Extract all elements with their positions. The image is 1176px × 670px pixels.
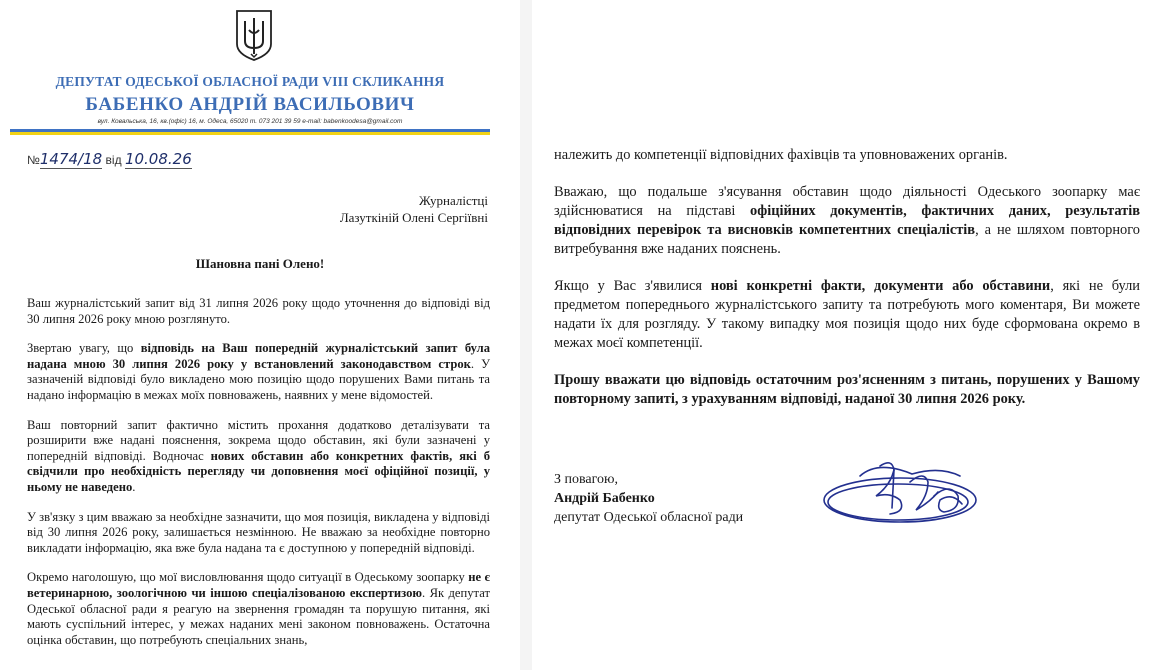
addressee-name: Лазуткіній Олені Сергіївні — [339, 210, 488, 225]
text-run: . — [132, 479, 136, 494]
paragraph — [554, 277, 1140, 353]
letter-page-2 — [532, 0, 1176, 670]
text-run: , а не шляхом повторного витребування вже наданих пояснень. — [554, 222, 1140, 257]
text-run: . У зазначеній відповіді було викладено мою позицію щодо порушених Вами питань та надано інформацію в межах моїх повноважень, наявних у мене відомостей. — [27, 356, 490, 402]
text-run: Звертаю увагу, що — [27, 341, 141, 356]
text-run: Вважаю, що подальше з'ясування обставин щодо діяльності Одеського зоопарку має здійснюватися на підставі — [554, 184, 1140, 219]
trident-emblem-icon — [234, 8, 274, 62]
bold-text: нових обставин або конкретних фактів, які б свідчили про необхідність перегляду чи доповнення моєї офіційної позиції, у ньому не наведено — [27, 448, 490, 494]
contact-line: вул. Ковальська, 16, кв.(офіс) 16, м. Одеса, 65020 т. 073 201 39 59 e-mail: babenkoodesa@gmail.com — [97, 118, 403, 125]
signer-position: депутат Одеської обласної ради — [554, 510, 744, 525]
text-run: належить до компетенції відповідних фахівців та уповноважених органів. — [554, 147, 1008, 163]
paragraph — [27, 570, 490, 648]
handwritten-signature-icon — [820, 452, 1000, 532]
text-run: Окремо наголошую, що мої висловлювання щодо ситуації в Одеському зоопарку — [27, 570, 469, 585]
addressee-title: Журналістці — [419, 193, 488, 208]
date-label: від — [105, 153, 122, 167]
paragraph — [27, 418, 490, 496]
number-prefix: № — [27, 153, 40, 167]
text-run: Ваш повторний запит фактично містить прохання додатково деталізувати та розширити вже надані пояснення, зокрема щодо обставин, які були зазначені у попередній відповіді. Водночас — [27, 417, 490, 463]
council-title: ДЕПУТАТ ОДЕСЬКОЇ ОБЛАСНОЇ РАДИ VIII СКЛИКАННЯ — [55, 74, 445, 89]
bold-text: відповідь на Ваш попередній журналістський запит була надана мною 30 липня 2026 року у встановлений законодавством строк — [27, 341, 490, 371]
salutation: Шановна пані Олено! — [195, 256, 325, 271]
letter-body-right — [554, 146, 1140, 427]
text-run: , які не були предметом попереднього журналістського запиту та потребують мого коментаря, Ви можете надати їх для розгляду. У такому випадку моя позиція щодо них буде сформована окремо в межах моєї компетенції. — [554, 278, 1141, 351]
page-gutter — [520, 0, 532, 670]
bold-text: офіційних документів, фактичних даних, результатів відповідних перевірок та висновків компетентних спеціалістів — [554, 203, 1140, 238]
closing-regards: З повагою, — [554, 472, 618, 487]
text-run: Якщо у Вас з'явилися — [554, 278, 711, 294]
paragraph — [27, 296, 490, 327]
reference-number: 1474/18 — [39, 150, 103, 168]
signer-name: Андрій Бабенко — [554, 491, 655, 506]
addressee-block — [340, 192, 488, 226]
text-run: Ваш журналістський запит від 31 липня 2026 року щодо уточнення до відповіді від 30 липня 2026 року мною розглянуто. — [27, 296, 490, 326]
reference-date: 10.08.26 — [124, 150, 192, 168]
letter-page-1 — [0, 0, 520, 670]
paragraph — [554, 146, 1140, 165]
flag-stripe-yellow — [10, 132, 490, 135]
text-run: У зв'язку з цим вважаю за необхідне зазначити, що моя позиція, викладена у відповіді від 30 липня 2026 року, залишається незмінною. Не вважаю за необхідне повторно викладати інформацію, яка вже була надана та є доступною у попередній відповіді. — [27, 509, 490, 555]
paragraph — [554, 371, 1140, 409]
paragraph — [27, 510, 490, 557]
deputy-name: БАБЕНКО АНДРІЙ ВАСИЛЬОВИЧ — [85, 94, 415, 115]
letter-body-left — [27, 296, 490, 662]
signature-block — [554, 470, 743, 527]
reference-line — [27, 150, 192, 169]
bold-text: нові конкретні факти, документи або обставини — [710, 278, 1051, 294]
paragraph — [554, 183, 1140, 259]
bold-text: Прошу вважати цю відповідь остаточним роз'ясненням з питань, порушених у Вашому повторному запиті, з урахуванням відповіді, наданої 30 липня 2026 року. — [554, 372, 1140, 407]
bold-text: не є ветеринарною, зоологічною чи іншою спеціалізованою експертизою — [27, 570, 490, 600]
text-run: . Як депутат Одеської обласної ради я реагую на звернення громадян та порушую питання, які мають суспільний інтерес, у межах наданих мені законом повноважень. Остаточна оцінка обставин, що потребують спеціальних знань, — [27, 585, 490, 647]
paragraph — [27, 341, 490, 403]
